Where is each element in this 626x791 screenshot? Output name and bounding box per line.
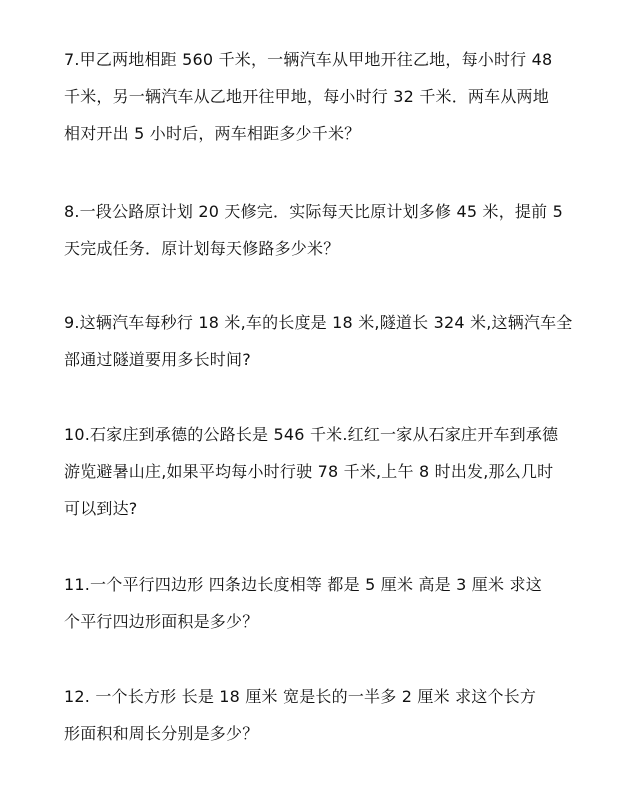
problem-11-line-2: 个平行四边形面积是多少？ bbox=[64, 612, 259, 631]
problem-11 bbox=[64, 566, 584, 640]
problem-9-line-2: 部通过隧道要用多长时间? bbox=[64, 350, 251, 369]
problem-12 bbox=[64, 678, 584, 752]
problem-10-line-2: 游览避暑山庄,如果平均每小时行驶 78 千米,上午 8 时出发,那么几时 bbox=[64, 462, 554, 481]
problem-8-line-1: 8.一段公路原计划 20 天修完．实际每天比原计划多修 45 米，提前 5 bbox=[64, 202, 563, 221]
problem-9-line-1: 9.这辆汽车每秒行 18 米,车的长度是 18 米,隧道长 324 米,这辆汽车全 bbox=[64, 313, 573, 332]
problem-7-line-2: 千米，另一辆汽车从乙地开往甲地，每小时行 32 千米．两车从两地 bbox=[64, 87, 549, 106]
problem-8 bbox=[64, 193, 584, 267]
problem-10-line-3: 可以到达? bbox=[64, 499, 138, 518]
problem-10-line-1: 10.石家庄到承德的公路长是 546 千米.红红一家从石家庄开车到承德 bbox=[64, 425, 559, 444]
problem-7-line-1: 7.甲乙两地相距 560 千米，一辆汽车从甲地开往乙地，每小时行 48 bbox=[64, 50, 553, 69]
problem-10 bbox=[64, 416, 584, 527]
problem-12-line-2: 形面积和周长分别是多少？ bbox=[64, 724, 259, 743]
problem-9 bbox=[64, 304, 584, 378]
problem-12-line-1: 12. 一个长方形 长是 18 厘米 宽是长的一半多 2 厘米 求这个长方 bbox=[64, 687, 537, 706]
problem-7 bbox=[64, 41, 584, 152]
problem-7-line-3: 相对开出 5 小时后，两车相距多少千米？ bbox=[64, 124, 361, 143]
problem-11-line-1: 11.一个平行四边形 四条边长度相等 都是 5 厘米 高是 3 厘米 求这 bbox=[64, 575, 542, 594]
problem-8-line-2: 天完成任务．原计划每天修路多少米？ bbox=[64, 239, 340, 258]
